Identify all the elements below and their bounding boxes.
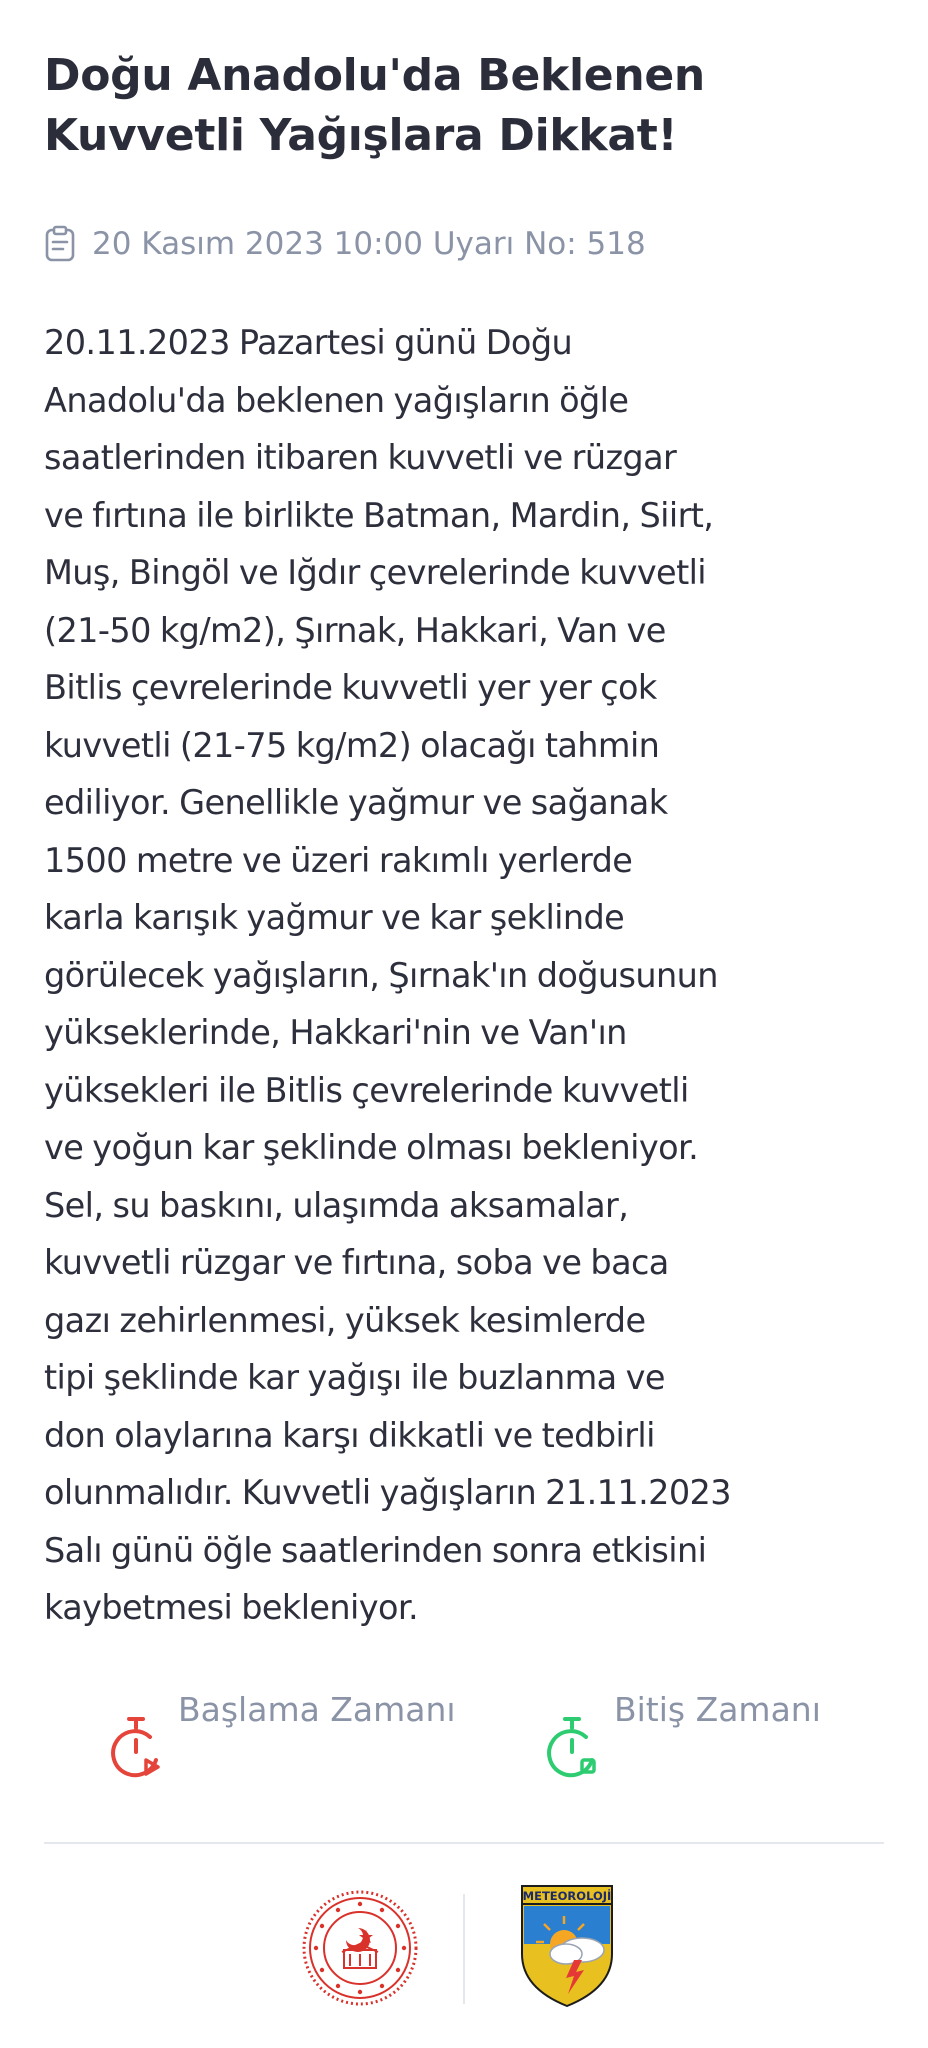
- warning-body-text: 20.11.2023 Pazartesi günü Doğu Anadolu'da beklenen yağışların öğle saatlerinden itibaren kuvvetli ve rüzgar ve fırtına ile birlikte Batman, Mardin, Siirt, Muş, Bingöl ve Iğdır çevrelerinde kuvvetli (21-50 kg/m2), Şırnak, Hakkari, Van ve Bitlis çevrelerinde kuvvetli yer yer çok kuvvetli (21-75 kg/m2) olacağı tahmin ediliyor. Genellikle yağmur ve sağanak 1500 metre ve üzeri rakımlı yerlerde karla karışık yağmur ve kar şeklinde görülecek yağışların, Şırnak'ın doğusunun yükseklerinde, Hakkari'nin ve Van'ın yüksekleri ile Bitlis çevrelerinde kuvvetli ve yoğun kar şeklinde olması bekleniyor. Sel, su baskını, ulaşımda aksamalar, kuvvetli rüzgar ve fırtına, soba ve baca gazı zehirlenmesi, yüksek kesimlerde tipi şeklinde kar yağışı ile buzlanma ve don olaylarına karşı dikkatli ve tedbirli olunmalıdır. Kuvvetli yağışların 21.11.2023 Salı günü öğle saatlerinden sonra etkisini kaybetmesi bekleniyor.: [44, 323, 731, 1627]
- warning-date-number: 20 Kasım 2023 10:00 Uyarı No: 518: [92, 226, 646, 262]
- meteoroloji-logo: [518, 1884, 616, 2008]
- start-time-label: Başlama Zamanı: [178, 1690, 456, 1729]
- divider: [44, 1842, 884, 1844]
- end-time-label: Bitiş Zamanı: [614, 1690, 821, 1729]
- logo-separator: [463, 1894, 465, 2004]
- start-time: [108, 1680, 456, 1780]
- ministry-seal-logo: [300, 1888, 420, 2008]
- end-time: [544, 1680, 821, 1780]
- clipboard-icon: [44, 225, 76, 263]
- timer-start-icon: [108, 1716, 164, 1780]
- footer-logos: [0, 1880, 928, 2010]
- timer-stop-icon: [544, 1716, 600, 1780]
- page-title: Doğu Anadolu'da Beklenen Kuvvetli Yağışlara Dikkat!: [44, 50, 705, 161]
- svg-text:METEOROLOJİ: METEOROLOJİ: [522, 1889, 612, 1903]
- warning-meta: [44, 222, 646, 266]
- time-range: [0, 1680, 928, 1790]
